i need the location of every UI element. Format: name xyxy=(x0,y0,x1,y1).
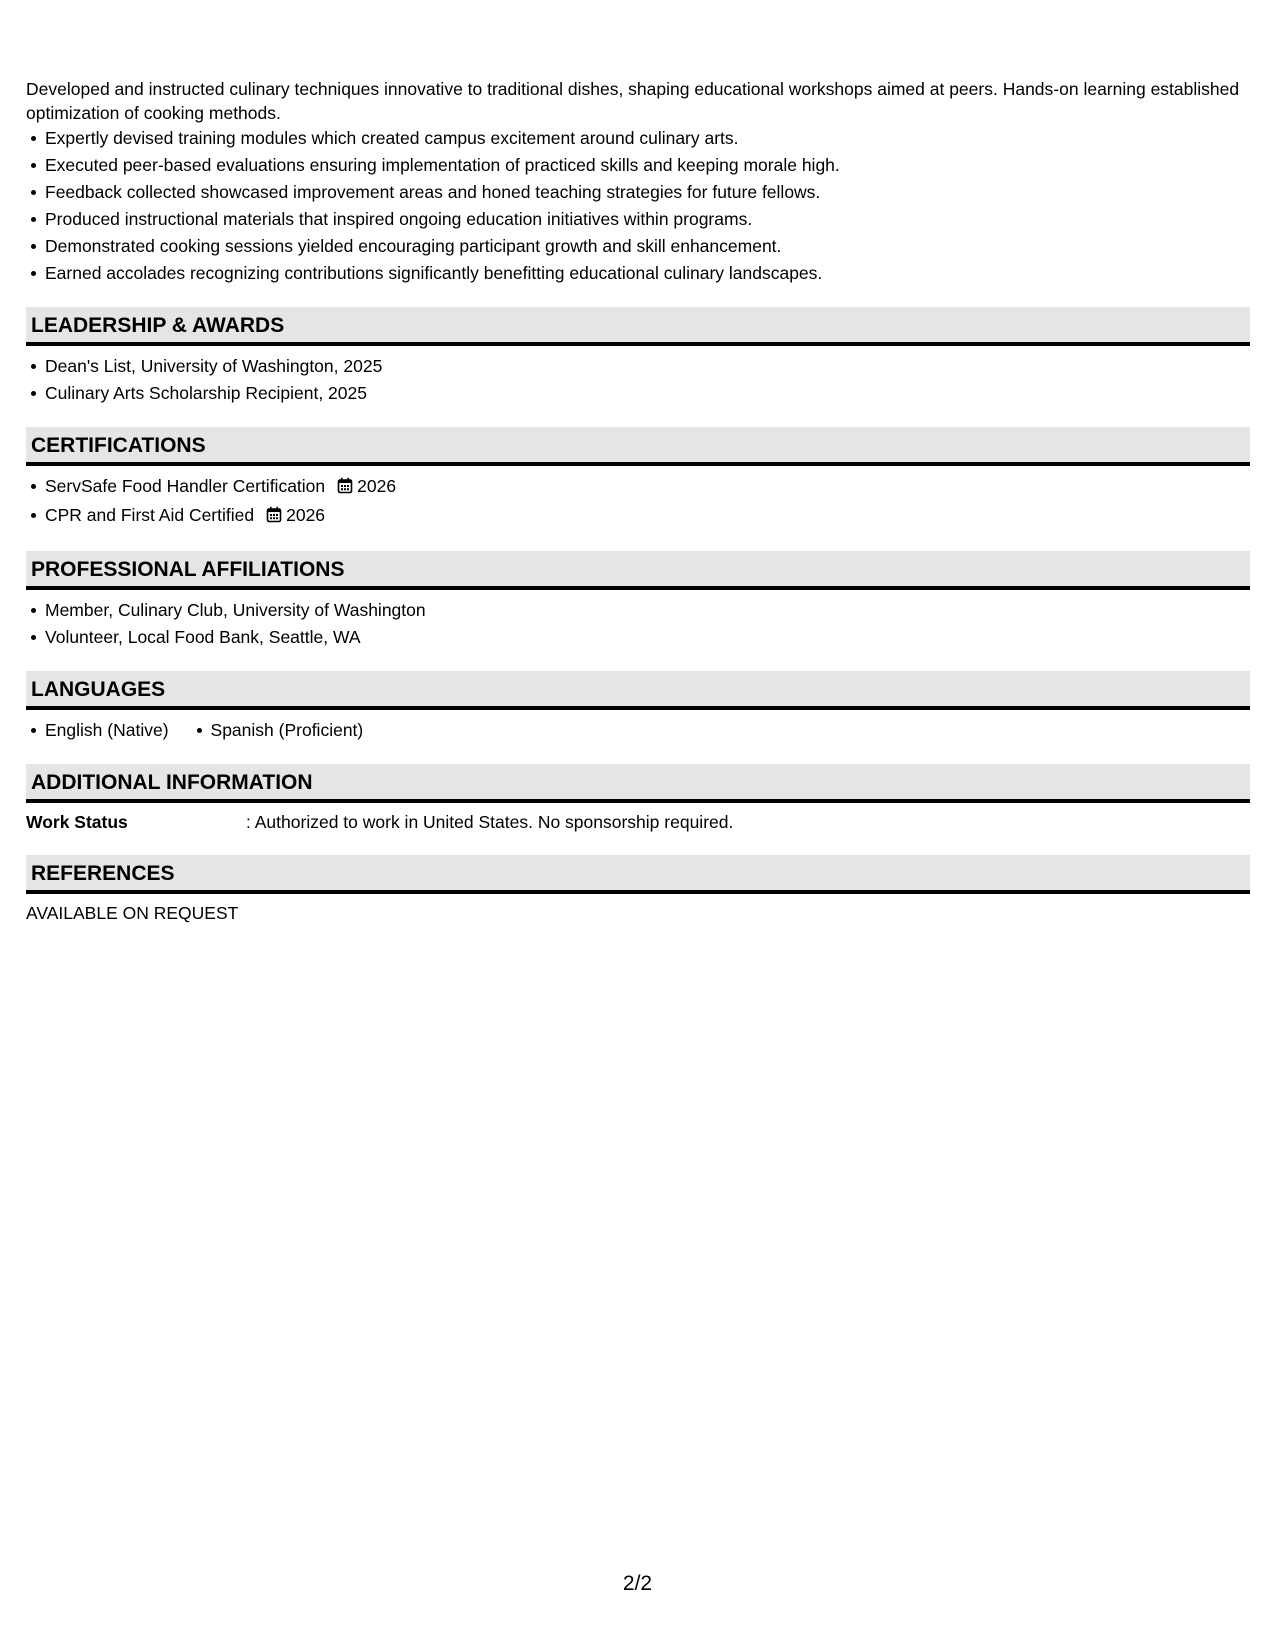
list-item: Member, Culinary Club, University of Washington xyxy=(45,597,1250,624)
certification-name: ServSafe Food Handler Certification xyxy=(45,476,326,496)
resume-page xyxy=(26,77,1250,926)
work-status-value: : Authorized to work in United States. No sponsorship required. xyxy=(246,812,734,832)
certification-year: 2026 xyxy=(357,476,397,496)
work-status-label: Work Status xyxy=(26,812,128,832)
list-item: Demonstrated cooking sessions yielded encouraging participant growth and skill enhancement. xyxy=(45,233,1250,260)
list-item: Culinary Arts Scholarship Recipient, 2025 xyxy=(45,380,1250,407)
section-heading-references: REFERENCES xyxy=(26,855,1250,894)
page-number: 2/2 xyxy=(622,1572,653,1595)
section-heading-leadership: LEADERSHIP & AWARDS xyxy=(26,307,1250,346)
section-heading-additional-info: ADDITIONAL INFORMATION xyxy=(26,764,1250,803)
section-heading-languages: LANGUAGES xyxy=(26,671,1250,710)
experience-description: Developed and instructed culinary techniques innovative to traditional dishes, shaping educational workshops aimed at peers. Hands-on learning established optimization of cooking methods. xyxy=(26,79,1240,123)
list-item: Spanish (Proficient) xyxy=(211,717,364,744)
references-text: AVAILABLE ON REQUEST xyxy=(26,903,239,923)
leadership-list xyxy=(26,353,1250,407)
certification-name: CPR and First Aid Certified xyxy=(45,505,255,525)
list-item: Executed peer-based evaluations ensuring implementation of practiced skills and keeping morale high. xyxy=(45,152,1250,179)
list-item: English (Native) xyxy=(45,717,169,744)
list-item: Produced instructional materials that inspired ongoing education initiatives within programs. xyxy=(45,206,1250,233)
languages-list xyxy=(26,717,1250,744)
certification-year: 2026 xyxy=(286,505,326,525)
list-item xyxy=(45,473,1250,502)
section-heading-affiliations: PROFESSIONAL AFFILIATIONS xyxy=(26,551,1250,590)
list-item: Volunteer, Local Food Bank, Seattle, WA xyxy=(45,624,1250,651)
calendar-icon xyxy=(337,475,353,502)
section-heading-certifications: CERTIFICATIONS xyxy=(26,427,1250,466)
affiliations-list xyxy=(26,597,1250,651)
list-item: Feedback collected showcased improvement areas and honed teaching strategies for future fellows. xyxy=(45,179,1250,206)
work-status-row xyxy=(26,810,1250,835)
list-item xyxy=(45,502,1250,531)
experience-bullet-list xyxy=(26,125,1250,287)
list-item: Dean's List, University of Washington, 2025 xyxy=(45,353,1250,380)
list-item: Earned accolades recognizing contributions significantly benefitting educational culinary landscapes. xyxy=(45,260,1250,287)
list-item: Expertly devised training modules which created campus excitement around culinary arts. xyxy=(45,125,1250,152)
certifications-list xyxy=(26,473,1250,531)
calendar-icon xyxy=(266,504,282,531)
